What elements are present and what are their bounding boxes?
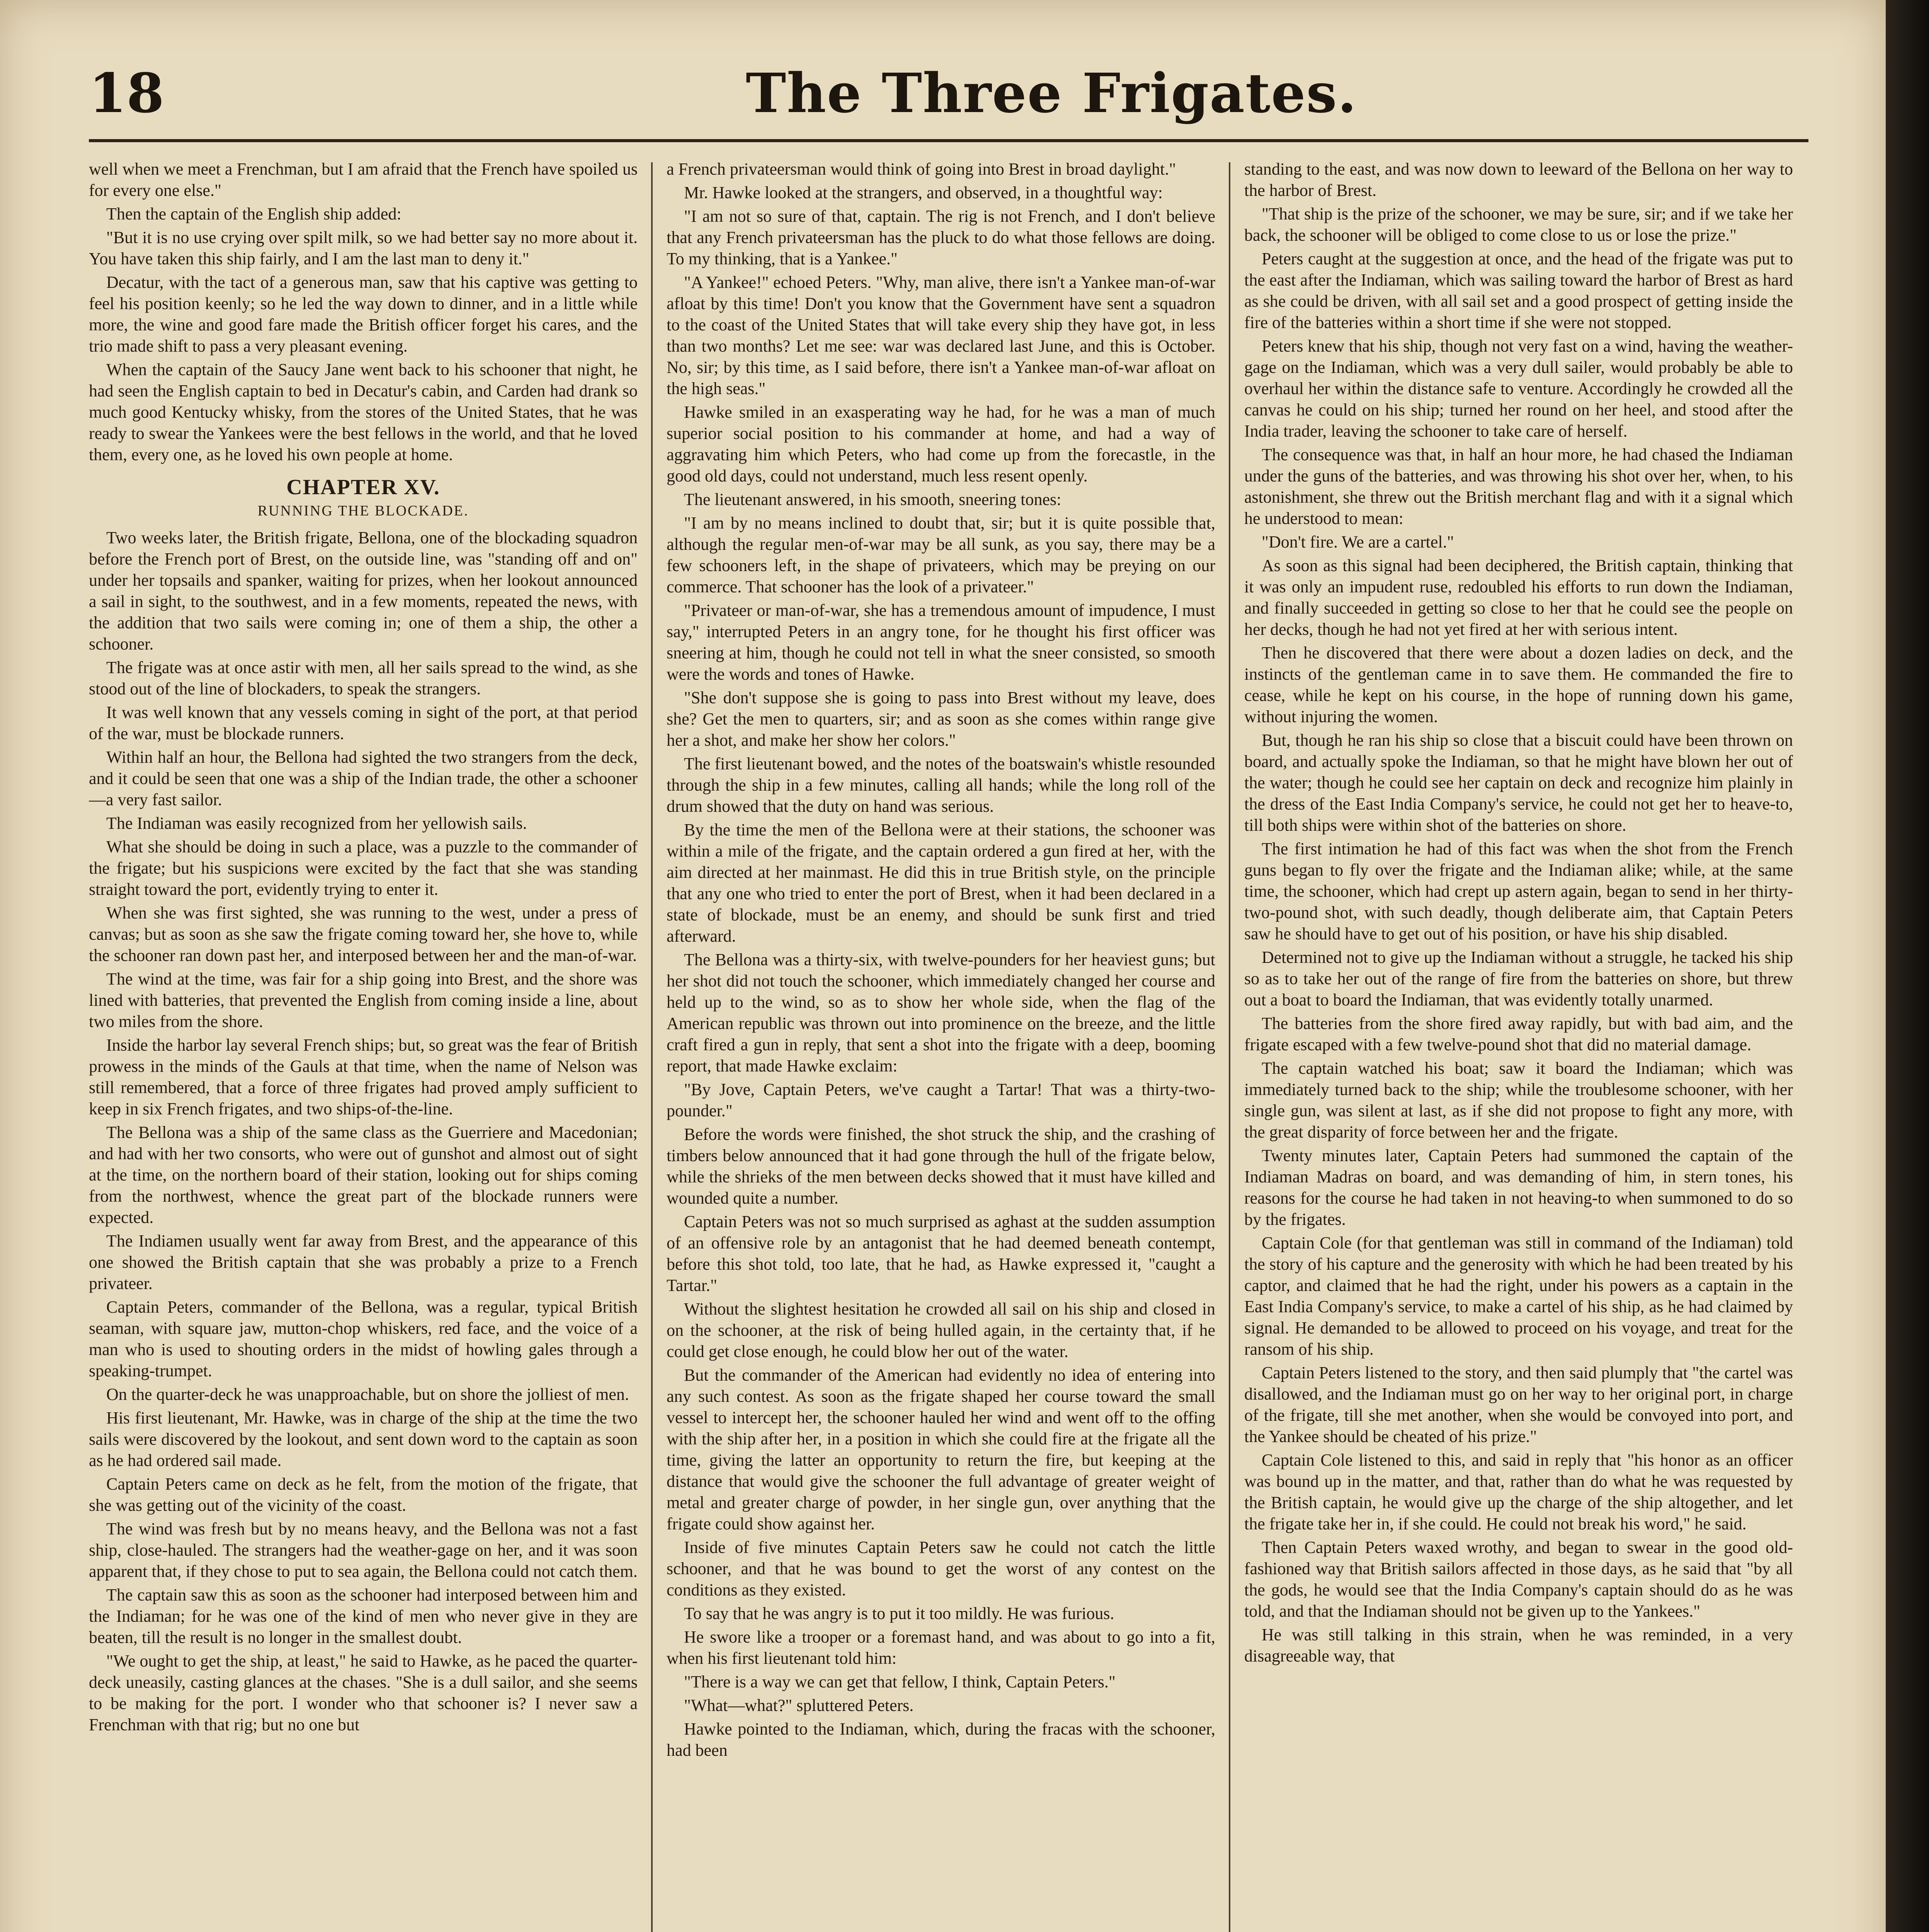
paragraph: Two weeks later, the British frigate, Bellona, one of the blockading squadron before the French port of Brest, on the outside line, was "standing off and on" under her topsails and spanker, waiting for prizes, when her lookout announced a sail in sight, to the southwest, and in a few moments, repeated the news, with the addition that two sails were coming in; one of them a ship, the other a schooner. bbox=[89, 528, 638, 653]
paragraph: a French privateersman would think of going into Brest in broad daylight." bbox=[667, 160, 1176, 179]
paragraph: But, though he ran his ship so close that a biscuit could have been thrown on board, and actually spoke the Indiaman, so that he might have blown her out of the water; though he could see her captain on deck and recognize him plainly in the dress of the East India Company's service, he could not get her to heave-to, till both ships were within shot of the batteries on shore. bbox=[1244, 731, 1793, 835]
paragraph: The consequence was that, in half an hour more, he had chased the Indiaman under the guns of the batteries, and was throwing his shot over her, when, to his astonishment, she threw out the British merchant flag and with it a signal which he understood to mean: bbox=[1244, 445, 1793, 528]
paragraph: Captain Peters was not so much surprised as aghast at the sudden assumption of an offensive role by an antagonist that he had deemed beneath contempt, before this shot told, too late, that he had, as Hawke expressed it, "caught a Tartar." bbox=[667, 1212, 1215, 1295]
paragraph: Then he discovered that there were about a dozen ladies on deck, and the instincts of the gentleman came in to save them. He commanded the fire to cease, while he kept on his course, in the hope of running down his game, without injuring the women. bbox=[1244, 643, 1793, 726]
paragraph: "Don't fire. We are a cartel." bbox=[1262, 532, 1454, 551]
running-title: The Three Frigates. bbox=[746, 62, 1357, 125]
paragraph: Then the captain of the English ship added: bbox=[106, 204, 401, 223]
paragraph: "What—what?" spluttered Peters. bbox=[684, 1696, 914, 1715]
paragraph: Without the slightest hesitation he crowded all sail on his ship and closed in on the schooner, at the risk of being hulled again, in the certainty that, if he could get close enough, he could blow her out of the water. bbox=[667, 1299, 1215, 1361]
paragraph: "There is a way we can get that fellow, I think, Captain Peters." bbox=[684, 1672, 1116, 1691]
paragraph: But the commander of the American had evidently no idea of entering into any such contest. As soon as the frigate shaped her course toward the small vessel to intercept her, the schooner hauled her wind and went off to the offing with the ship after her, in a position in which she could fire at the frigate all the time, giving the latter an opportunity to return the fire, but keeping at the distance that would give the schooner the full advantage of greater weight of metal and greater charge of powder, in her single gun, over anything that the frigate could show against her. bbox=[667, 1366, 1215, 1533]
paragraph: The wind was fresh but by no means heavy, and the Bellona was not a fast ship, close-hauled. The strangers had the weather-gage on her, and it was soon apparent that, if they chose to put to sea again, the Bellona could not catch them. bbox=[89, 1519, 638, 1581]
paragraph: By the time the men of the Bellona were at their stations, the schooner was within a mile of the frigate, and the captain ordered a gun fired at her, with the aim directed at her mainmast. He did this in true British style, on the principle that any one who tried to enter the port of Brest, when it had been declared in a state of blockade, must be an enemy, and should be sunk first and tried afterward. bbox=[667, 820, 1215, 946]
paragraph: Captain Peters, commander of the Bellona, was a regular, typical British seaman, with square jaw, mutton-chop whiskers, red face, and the voice of a man who is used to shouting orders in the midst of howling gales through a speaking-trumpet. bbox=[89, 1298, 638, 1380]
paragraph: Peters knew that his ship, though not very fast on a wind, having the weather-gage on the Indiaman, which was a very dull sailer, would probably be able to overhaul her within the distance safe to venture. Accordingly he crowded all the canvas he could on his ship; turned her round on her heel, and stood after the India trader, leaving the schooner to take care of herself. bbox=[1244, 337, 1793, 440]
paragraph: The first lieutenant bowed, and the notes of the boatswain's whistle resounded through the ship in a few minutes, calling all hands; while the long roll of the drum showed that the duty on hand was serious. bbox=[667, 754, 1215, 816]
paragraph: As soon as this signal had been deciphered, the British captain, thinking that it was only an impudent ruse, redoubled his efforts to run down the Indiaman, and finally succeeded in getting so close to her that he could see the people on her decks, though he had not yet fired at her with serious intent. bbox=[1244, 556, 1793, 639]
paragraph: The captain saw this as soon as the schooner had interposed between him and the Indiaman; for he was one of the kind of men who never give in they are beaten, till the result is no longer in the smallest doubt. bbox=[89, 1585, 638, 1647]
paragraph: "A Yankee!" echoed Peters. "Why, man alive, there isn't a Yankee man-of-war afloat by this time! Don't you know that the Government have sent a squadron to the coast of the United States that will take every ship they have got, in less than two months? Let me see: war was declared last June, and this is October. No, sir; by this time, as I said before, there isn't a Yankee man-of-war afloat on the high seas." bbox=[667, 273, 1215, 398]
column-divider bbox=[651, 162, 653, 1932]
paragraph: "But it is no use crying over spilt milk, so we had better say no more about it. You have taken this ship fairly, and I am the last man to deny it." bbox=[89, 228, 638, 268]
paragraph: The batteries from the shore fired away rapidly, but with bad aim, and the frigate escaped with a few twelve-pound shot that did no material damage. bbox=[1244, 1014, 1793, 1054]
paragraph: Twenty minutes later, Captain Peters had summoned the captain of the Indiaman Madras on board, and was demanding of him, in stern tones, his reasons for the course he had taken in not heaving-to when summoned to do so by the frigates. bbox=[1244, 1146, 1793, 1229]
paragraph: Captain Peters came on deck as he felt, from the motion of the frigate, that she was getting out of the vicinity of the coast. bbox=[89, 1475, 638, 1515]
paragraph: Determined not to give up the Indiaman without a struggle, he tacked his ship so as to take her out of the range of fire from the batteries on shore, but threw out a boat to board the Indiaman, that was evidently totally unarmed. bbox=[1244, 948, 1793, 1009]
paragraph: "Privateer or man-of-war, she has a tremendous amount of impudence, I must say," interrupted Peters in an angry tone, for he thought his first officer was sneering at him, though he could not tell in what the sneer consisted, so smooth were the words and tones of Hawke. bbox=[667, 601, 1215, 684]
paragraph: "By Jove, Captain Peters, we've caught a Tartar! That was a thirty-two-pounder." bbox=[667, 1080, 1215, 1120]
page-header bbox=[89, 58, 1808, 142]
paragraph: well when we meet a Frenchman, but I am afraid that the French have spoiled us for every one else." bbox=[89, 160, 638, 200]
paragraph: Decatur, with the tact of a generous man, saw that his captive was getting to feel his position keenly; so he led the way down to dinner, and in a little while more, the wine and good fare made the British officer forget his cares, and the trio made shift to pass a very pleasant evening. bbox=[89, 273, 638, 355]
paragraph: To say that he was angry is to put it too mildly. He was furious. bbox=[684, 1604, 1114, 1623]
scan-edge bbox=[1886, 0, 1929, 1932]
paragraph: Captain Cole (for that gentleman was still in command of the Indiaman) told the story of his capture and the generosity with which he had been treated by his captor, and claimed that he had the right, under his powers as a captain in the East India Company's service, to make a cartel of his ship, as he had claimed by signal. He demanded to be allowed to proceed on his voyage, and treat for the ransom of his ship. bbox=[1244, 1233, 1793, 1359]
paragraph: It was well known that any vessels coming in sight of the port, at that period of the war, must be blockade runners. bbox=[89, 703, 638, 743]
paragraph: He swore like a trooper or a foremast hand, and was about to go into a fit, when his first lieutenant told him: bbox=[667, 1628, 1215, 1668]
paragraph: His first lieutenant, Mr. Hawke, was in charge of the ship at the time the two sails were discovered by the lookout, and sent down word to the captain as soon as he had ordered sail made. bbox=[89, 1408, 638, 1470]
text-column-2 bbox=[667, 158, 1215, 1932]
paragraph: "I am not so sure of that, captain. The rig is not French, and I don't believe that any French privateersman has the pluck to do what those fellows are doing. To my thinking, that is a Yankee." bbox=[667, 207, 1215, 268]
chapter-subtitle: RUNNING THE BLOCKADE. bbox=[257, 503, 469, 519]
paragraph: "I am by no means inclined to doubt that, sir; but it is quite possible that, although the regular men-of-war may be all sunk, as you say, there may be a few schooners left, in the shape of privateers, which may be preying on our commerce. That schooner has the look of a privateer." bbox=[667, 514, 1215, 596]
paragraph: When the captain of the Saucy Jane went back to his schooner that night, he had seen the English captain to bed in Decatur's cabin, and Carden had drank so much good Kentucky whisky, from the stores of the United States, that he was ready to swear the Yankees were the best fellows in the world, and that he loved them, every one, as he loved his own people at home. bbox=[89, 360, 638, 464]
text-column-3 bbox=[1244, 158, 1793, 1932]
paragraph: Then Captain Peters waxed wrothy, and began to swear in the good old-fashioned way that British sailors affected in those days, as he said that "by all the gods, he would see that the India Company's captain should do as he was told, and that the Indiaman should not be given up to the Yankees." bbox=[1244, 1538, 1793, 1621]
column-divider bbox=[1229, 162, 1230, 1932]
paragraph: Hawke pointed to the Indiaman, which, during the fracas with the schooner, had been bbox=[667, 1719, 1215, 1760]
paragraph: Captain Cole listened to this, and said in reply that "his honor as an officer was bound up in the matter, and that, rather than do what he was requested by the British captain, he would give up the charge of the ship altogether, and let the frigate take her in, if she could. He could not break his word," he said. bbox=[1244, 1451, 1793, 1533]
paragraph: Within half an hour, the Bellona had sighted the two strangers from the deck, and it could be seen that one was a ship of the Indian trade, the other a schooner—a very fast sailor. bbox=[89, 748, 638, 809]
paragraph: The Indiamen usually went far away from Brest, and the appearance of this one showed the British captain that she was probably a prize to a French privateer. bbox=[89, 1231, 638, 1293]
page-number: 18 bbox=[89, 62, 164, 125]
paragraph: The wind at the time, was fair for a ship going into Brest, and the shore was lined with batteries, that prevented the English from coming inside a line, about two miles from the shore. bbox=[89, 969, 638, 1031]
paragraph: Peters caught at the suggestion at once, and the head of the frigate was put to the east after the Indiaman, which was sailing toward the harbor of Brest as hard as she could be driven, with all sail set and a good prospect of getting inside the fire of the batteries within a short time if she were not stopped. bbox=[1244, 249, 1793, 332]
paragraph: "She don't suppose she is going to pass into Brest without my leave, does she? Get the men to quarters, sir; and as soon as she comes within range give her a shot, and make her show her colors." bbox=[667, 688, 1215, 750]
paragraph: standing to the east, and was now down to leeward of the Bellona on her way to the harbor of Brest. bbox=[1244, 160, 1793, 200]
paragraph: The Bellona was a thirty-six, with twelve-pounders for her heaviest guns; but her shot did not touch the schooner, which immediately changed her course and held up to the wind, so as to show her whole side, when the flag of the American republic was thrown out into prominence on the breeze, and the little craft fired a gun in reply, that sent a shot into the frigate with a deep, booming report, that made Hawke exclaim: bbox=[667, 950, 1215, 1075]
paragraph: Mr. Hawke looked at the strangers, and observed, in a thoughtful way: bbox=[684, 183, 1163, 202]
paragraph: Inside of five minutes Captain Peters saw he could not catch the little schooner, and that he was bound to get the worst of any contest on the conditions as they existed. bbox=[667, 1538, 1215, 1599]
paragraph: The first intimation he had of this fact was when the shot from the French guns began to fly over the frigate and the Indiaman alike; while, at the same time, the schooner, which had crept up astern again, began to send in her thirty-two-pound shot, with such deadly, though deliberate aim, that Captain Peters saw he should have to get out of his position, or have his ship disabled. bbox=[1244, 839, 1793, 943]
paragraph: On the quarter-deck he was unapproachable, but on shore the jolliest of men. bbox=[106, 1385, 629, 1404]
paragraph: The frigate was at once astir with men, all her sails spread to the wind, as she stood out of the line of blockaders, to speak the strangers. bbox=[89, 658, 638, 698]
paragraph: The lieutenant answered, in his smooth, sneering tones: bbox=[684, 490, 1061, 509]
text-column-1 bbox=[89, 158, 638, 1932]
paragraph: Before the words were finished, the shot struck the ship, and the crashing of timbers below announced that it had gone through the hull of the frigate below, while the shrieks of the men between decks showed that it must have killed and wounded quite a number. bbox=[667, 1125, 1215, 1208]
paragraph: He was still talking in this strain, when he was reminded, in a very disagreeable way, that bbox=[1244, 1625, 1793, 1665]
paragraph: Hawke smiled in an exasperating way he had, for he was a man of much superior social position to his commander at home, and had a way of aggravating him which Peters, who had come up from the forecastle, in the good old days, could not understand, much less resent openly. bbox=[667, 403, 1215, 485]
paragraph: The Bellona was a ship of the same class as the Guerriere and Macedonian; and had with her two consorts, who were out of gunshot and almost out of sight at the time, on the northern board of their station, looking out for ships coming from the northwest, whence the great part of the blockade runners were expected. bbox=[89, 1123, 638, 1227]
paragraph: The captain watched his boat; saw it board the Indiaman; which was immediately turned back to the ship; while the troublesome schooner, with her single gun, was silent at last, as if she did not propose to fight any more, with the great disparity of force between her and the frigate. bbox=[1244, 1059, 1793, 1141]
paragraph: "We ought to get the ship, at least," he said to Hawke, as he paced the quarter-deck uneasily, casting glances at the chases. "She is a dull sailor, and she seems to be making for the port. I wonder who that schooner is? I never saw a Frenchman with that rig; but no one but bbox=[89, 1651, 638, 1734]
paragraph: Captain Peters listened to the story, and then said plumply that "the cartel was disallowed, and the Indiaman must go on her way to her original port, in charge of the frigate, till she met another, when she would be convoyed into port, and the Yankee should be cheated of his prize." bbox=[1244, 1363, 1793, 1446]
paragraph: "That ship is the prize of the schooner, we may be sure, sir; and if we take her back, the schooner will be obliged to come close to us or lose the prize." bbox=[1244, 204, 1793, 245]
chapter-heading: CHAPTER XV. bbox=[286, 475, 440, 499]
paragraph: Inside the harbor lay several French ships; but, so great was the fear of British prowess in the minds of the Gauls at that time, when the name of Nelson was still remembered, that a force of three frigates had proved amply sufficient to keep in six French frigates, and two ships-of-the-line. bbox=[89, 1036, 638, 1118]
paragraph: What she should be doing in such a place, was a puzzle to the commander of the frigate; but his suspicions were excited by the fact that she was standing straight toward the port, evidently trying to enter it. bbox=[89, 837, 638, 899]
paragraph: When she was first sighted, she was running to the west, under a press of canvas; but as soon as she saw the frigate coming toward her, she hove to, while the schooner ran down past her, and interposed between her and the man-of-war. bbox=[89, 903, 638, 965]
paragraph: The Indiaman was easily recognized from her yellowish sails. bbox=[106, 814, 527, 833]
